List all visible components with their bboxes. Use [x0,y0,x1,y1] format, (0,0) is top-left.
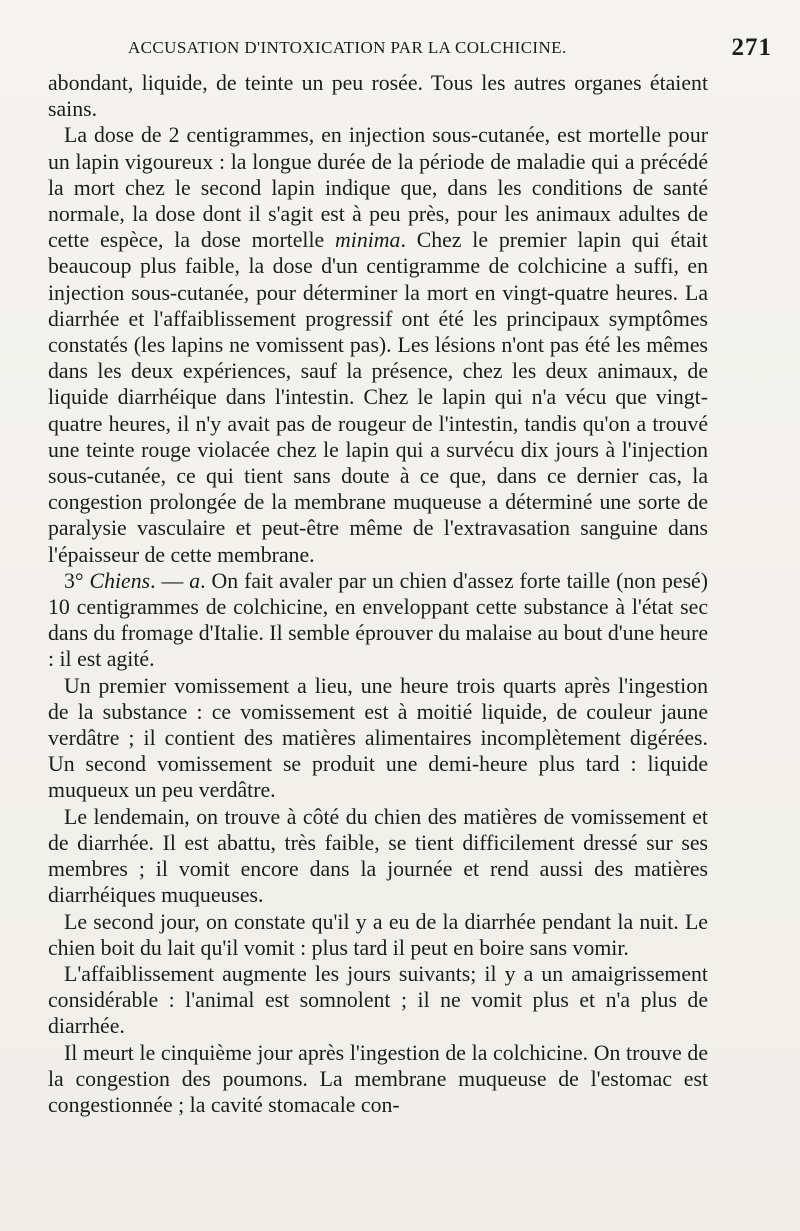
paragraph-6 [48,909,708,961]
paragraph-2 [48,122,708,567]
paragraph-7-text: L'affaiblissement augmente les jours suivants; il y a un amaigrissement considérable : l'animal est somnolent ; il ne vomit plus et n'a plus de diarrhée. [48,961,708,1039]
paragraph-8 [48,1040,708,1119]
page-number: 271 [731,34,772,61]
paragraph-2-text-after: . Chez le premier lapin qui était beaucoup plus faible, la dose d'un centigramme de colchicine a suffi, en injection sous-cutanée, pour déterminer la mort en vingt-quatre heures. La diarrhée et l'affaiblissement progressif ont été les principaux symptômes constatés (les lapins ne vomissent pas). Les lésions n'ont pas été les mêmes dans les deux expériences, sauf la présence, chez les deux animaux, de liquide diarrhéique dans l'intestin. Chez le lapin qui n'a vécu que vingt-quatre heures, il n'y avait pas de rougeur de l'intestin, tandis qu'on a trouvé une teinte rouge violacée chez le lapin qui a survécu dix jours à l'injection sous-cutanée, ce qui tient sans doute à ce que, dans ce dernier cas, la congestion prolongée de la membrane muqueuse a déterminé une sorte de paralysie vasculaire et peut-être même de l'extravasation sanguine dans l'épaisseur de cette membrane. [48,228,708,567]
paragraph-2-emphasis: minima [335,228,401,253]
paragraph-2-text-before: La dose de 2 centigrammes, en injection sous-cutanée, est mortelle pour un lapin vigoureux : la longue durée de la période de maladie qui a précédé la mort chez le second lapin indique que, dans les conditions de santé normale, la dose dont il s'agit est à peu près, pour les animaux adultes de cette espèce, la dose mortelle [48,123,708,253]
paragraph-1 [48,70,708,122]
section-title: Chiens [89,568,151,593]
paragraph-5 [48,804,708,909]
paragraph-7 [48,961,708,1040]
body-text [48,70,708,1118]
paragraph-3-text: . On fait avaler par un chien d'assez forte taille (non pesé) 10 centigrammes de colchicine, en enveloppant cette substance à l'état sec dans du fromage d'Italie. Il semble éprouver du malaise au bout d'une heure : il est agité. [48,568,708,672]
paragraph-3 [48,568,708,673]
paragraph-1-text: abondant, liquide, de teinte un peu rosée. Tous les autres organes étaient sains. [48,71,708,122]
section-separator: . — [150,568,190,593]
paragraph-5-text: Le lendemain, on trouve à côté du chien des matières de vomissement et de diarrhée. Il est abattu, très faible, se tient difficilement dressé sur ses membres ; il vomit encore dans la journée et rend aussi des matières diarrhéiques muqueuses. [48,804,708,908]
paragraph-4-text: Un premier vomissement a lieu, une heure trois quarts après l'ingestion de la substance : ce vomissement est à moitié liquide, de couleur jaune verdâtre ; il contient des matières alimentaires incomplètement digérées. Un second vomissement se produit une demi-heure plus tard : liquide muqueux un peu verdâtre. [48,673,708,803]
paragraph-6-text: Le second jour, on constate qu'il y a eu de la diarrhée pendant la nuit. Le chien boit du lait qu'il vomit : plus tard il peut en boire sans vomir. [48,909,708,960]
paragraph-8-text: Il meurt le cinquième jour après l'ingestion de la colchicine. On trouve de la congestion des poumons. La membrane muqueuse de l'estomac est congestionnée ; la cavité stomacale con- [48,1040,708,1117]
section-number: 3° [64,568,90,593]
paragraph-4 [48,673,708,804]
experiment-letter: a [189,568,201,593]
running-title: ACCUSATION D'INTOXICATION PAR LA COLCHICINE. [128,38,567,57]
running-head [128,34,772,70]
